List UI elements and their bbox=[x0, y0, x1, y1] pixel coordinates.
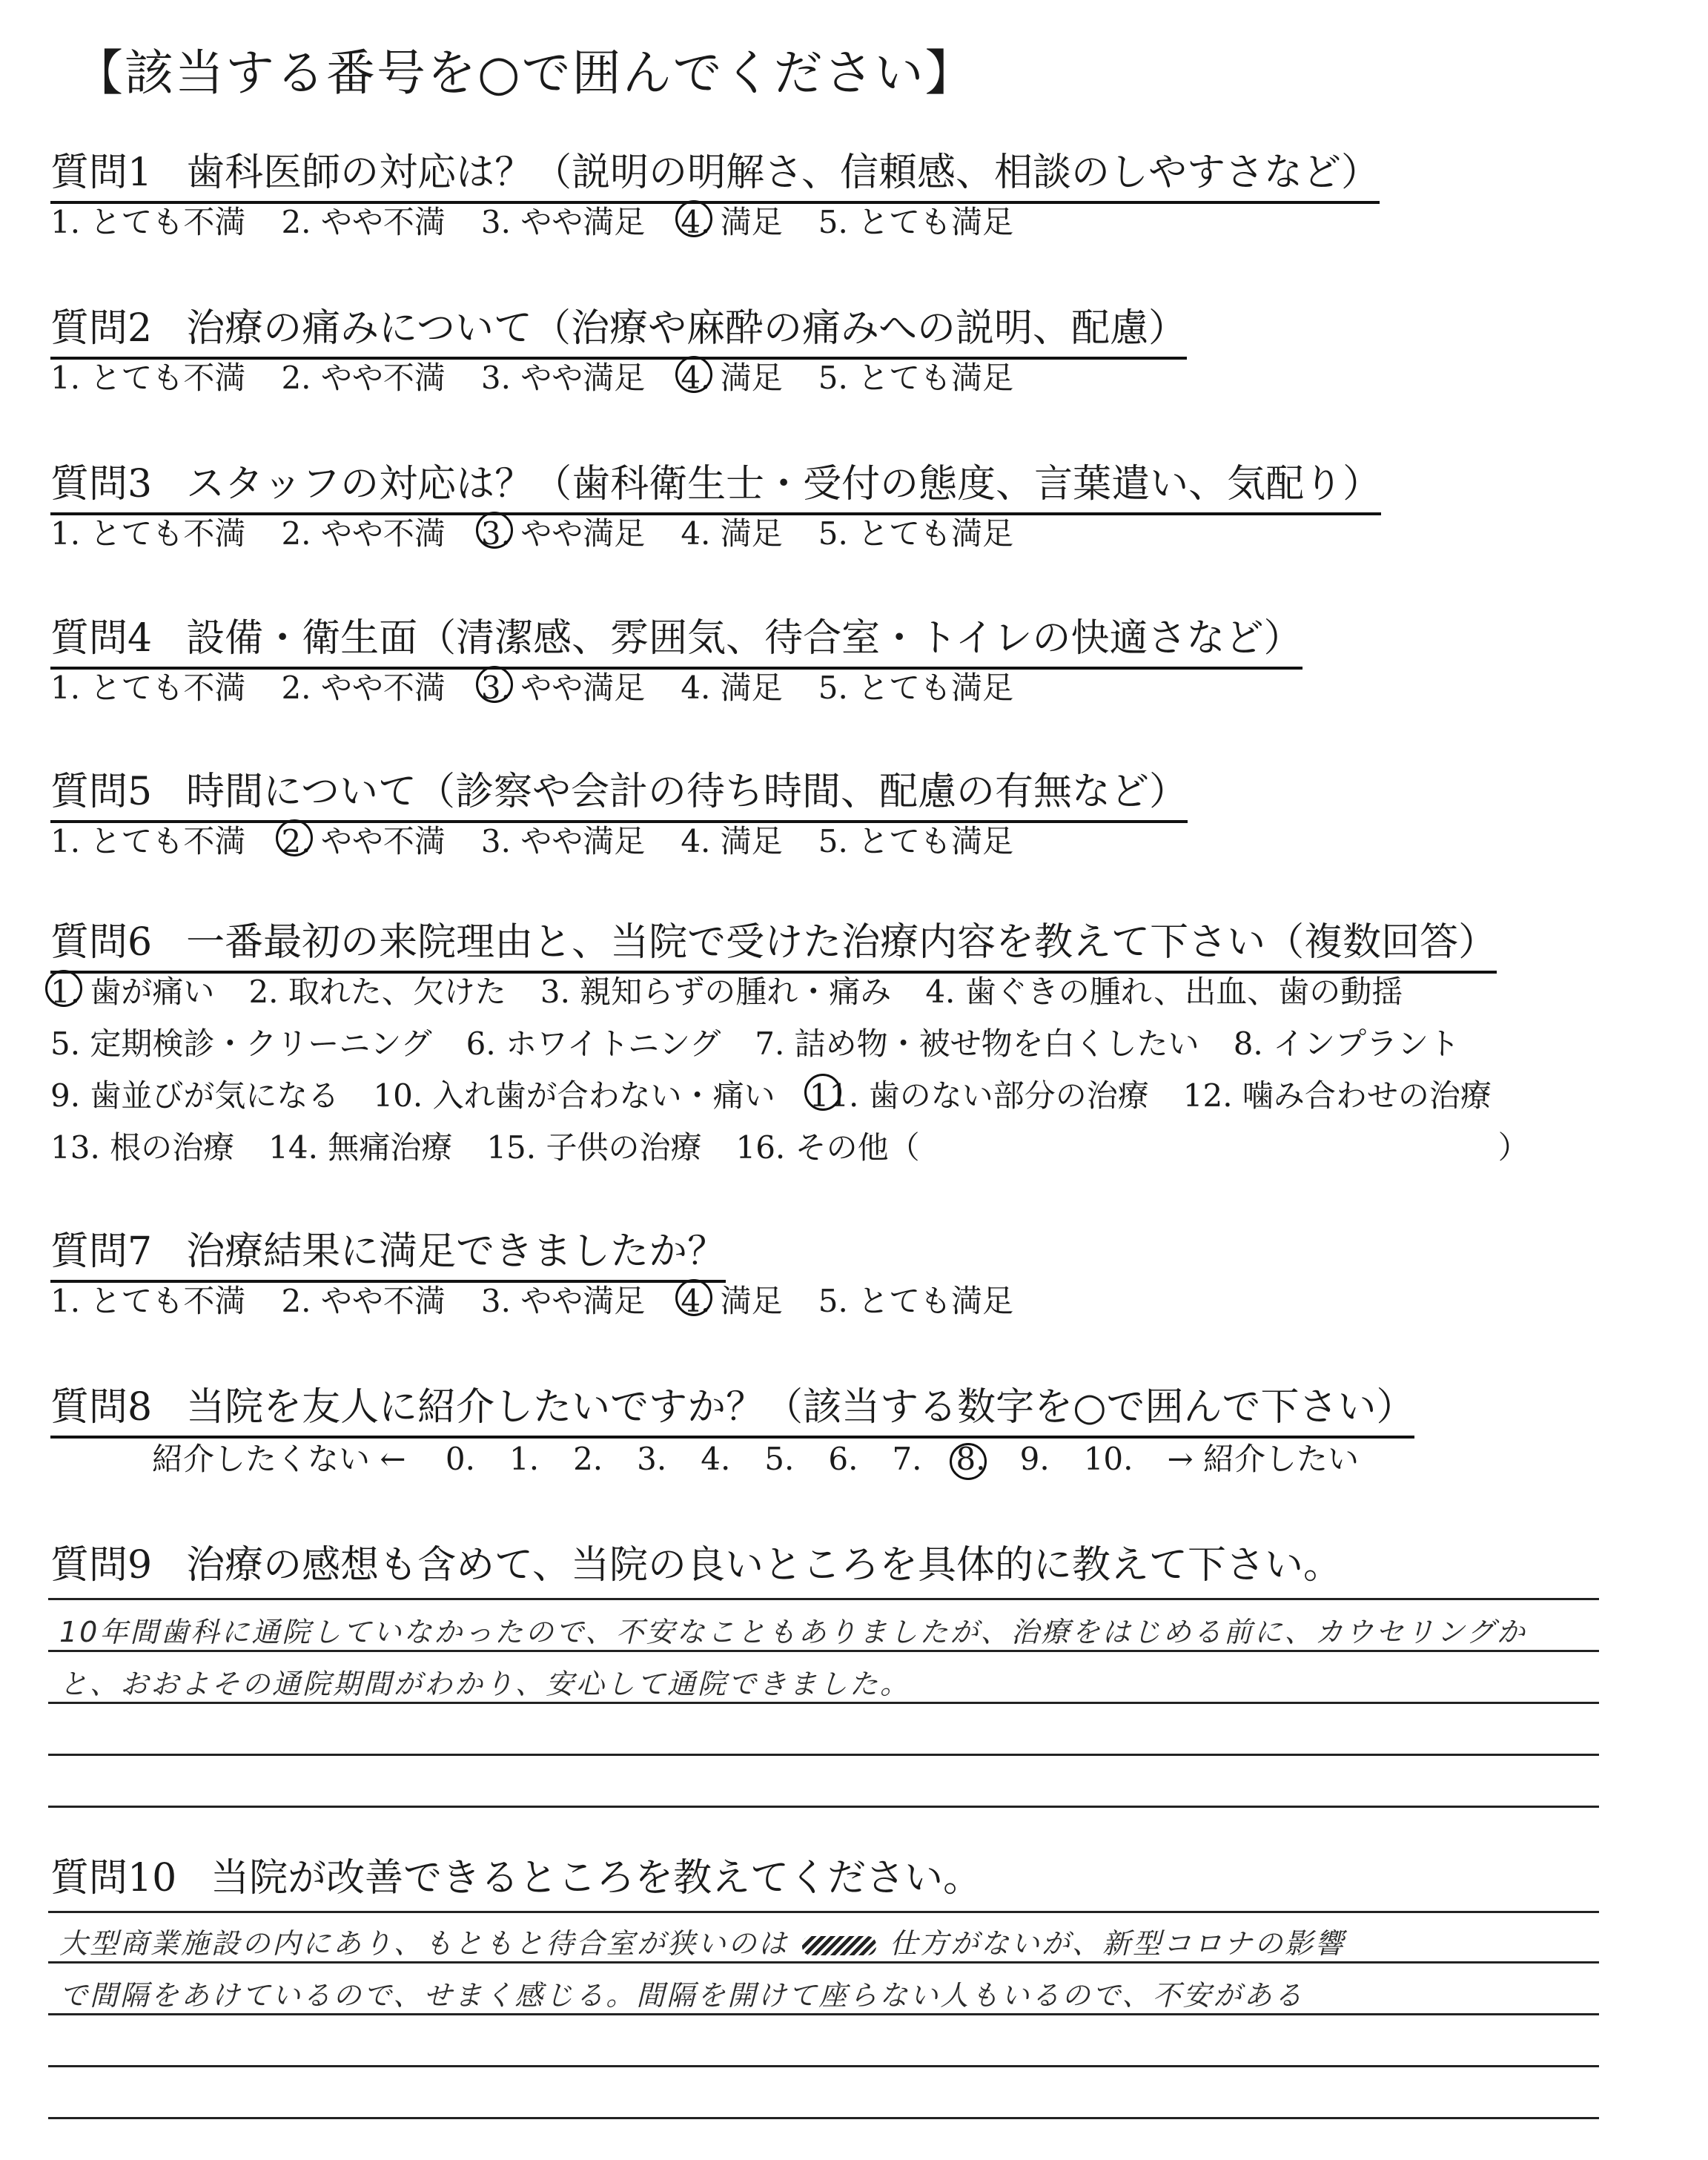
question-number: 質問10 bbox=[50, 1856, 177, 1900]
question-9-heading bbox=[50, 1533, 1342, 1593]
option[interactable]: 2. やや不満 bbox=[281, 204, 446, 240]
option[interactable]: 5. 定期検診・クリーニング bbox=[50, 1025, 432, 1062]
question-text: 当院を友人に紹介したいですか？（該当する数字を○で囲んで下さい） bbox=[186, 1385, 1415, 1430]
q9-answer-line-2: と、おおよその通院期間がわかり、安心して通院できました。 bbox=[59, 1668, 911, 1700]
question-number: 質問7 bbox=[50, 1229, 153, 1274]
question-text: 治療の痛みについて（治療や麻酔の痛みへの説明、配慮） bbox=[186, 306, 1188, 351]
question-number: 質問1 bbox=[50, 151, 153, 195]
question-6-heading bbox=[50, 911, 1497, 974]
scale-value[interactable]: 5. bbox=[764, 1441, 795, 1477]
q10-answer-line-2: で間隔をあけているので、せまく感じる。間隔を開けて座らない人もいるので、不安がある bbox=[59, 1979, 1305, 2012]
question-number: 質問4 bbox=[50, 616, 153, 661]
option[interactable]: 2. やや不満 bbox=[281, 670, 446, 706]
q10-answer-line-1 bbox=[59, 1920, 1345, 1961]
option[interactable]: 4. 満足 bbox=[681, 823, 783, 859]
option[interactable]: 3. やや満足 bbox=[480, 823, 646, 859]
question-text: スタッフの対応は？（歯科衛生士・受付の態度、言葉遣い、気配り） bbox=[186, 462, 1382, 506]
option-selected[interactable]: 3. やや満足 bbox=[481, 664, 645, 708]
answer-line bbox=[48, 2065, 1599, 2067]
answer-line bbox=[48, 1650, 1599, 1652]
answer-text: 仕方がないが、新型コロナの影響 bbox=[890, 1927, 1346, 1960]
scale-right-label: → 紹介したい bbox=[1167, 1441, 1360, 1477]
option[interactable]: 5. とても満足 bbox=[818, 823, 1014, 859]
question-2-heading bbox=[50, 297, 1187, 360]
question-8-heading bbox=[50, 1375, 1414, 1439]
option[interactable]: ） bbox=[1497, 1129, 1529, 1166]
option[interactable]: 1. とても不満 bbox=[50, 515, 246, 552]
option[interactable]: 2. 取れた、欠けた bbox=[248, 974, 506, 1010]
q6-option-row bbox=[50, 968, 1437, 1012]
option[interactable]: 1. とても不満 bbox=[50, 204, 246, 240]
scribble-mark bbox=[802, 1936, 876, 1955]
question-7-heading bbox=[50, 1220, 726, 1283]
question-2-options bbox=[50, 354, 1049, 398]
question-text: 時間について（診察や会計の待ち時間、配慮の有無など） bbox=[186, 770, 1188, 814]
option[interactable]: 16. その他（ bbox=[735, 1129, 920, 1166]
option[interactable]: 1. とても不満 bbox=[50, 670, 246, 706]
answer-line bbox=[48, 1754, 1599, 1756]
answer-line bbox=[48, 1911, 1599, 1913]
answer-line bbox=[48, 2013, 1599, 2015]
option[interactable]: 12. 噛み合わせの治療 bbox=[1182, 1077, 1492, 1114]
option[interactable]: 1. とても不満 bbox=[50, 360, 246, 396]
option[interactable]: 2. やや不満 bbox=[281, 515, 446, 552]
recommend-scale bbox=[152, 1435, 1393, 1479]
option[interactable]: 9. 歯並びが気になる bbox=[50, 1077, 340, 1114]
option[interactable]: 4. 満足 bbox=[681, 670, 783, 706]
question-1-options bbox=[50, 198, 1049, 242]
question-10-heading bbox=[50, 1846, 982, 1906]
option[interactable]: 8. インプラント bbox=[1233, 1025, 1460, 1062]
question-text: 治療結果に満足できましたか？ bbox=[186, 1229, 726, 1274]
option[interactable]: 3. やや満足 bbox=[480, 1283, 646, 1319]
option[interactable]: 2. やや不満 bbox=[281, 360, 446, 396]
question-number: 質問2 bbox=[50, 306, 153, 351]
option-selected[interactable]: 4. 満足 bbox=[681, 354, 782, 398]
option[interactable]: 1. とても不満 bbox=[50, 823, 246, 859]
option[interactable]: 5. とても満足 bbox=[818, 360, 1014, 396]
answer-line bbox=[48, 1961, 1599, 1964]
option[interactable]: 3. やや満足 bbox=[480, 204, 646, 240]
question-number: 質問8 bbox=[50, 1385, 153, 1430]
scale-value[interactable]: 10. bbox=[1083, 1441, 1133, 1477]
option[interactable]: 3. 親知らずの腫れ・痛み bbox=[540, 974, 892, 1010]
scale-value[interactable]: 0. bbox=[445, 1441, 475, 1477]
option[interactable]: 3. やや満足 bbox=[480, 360, 646, 396]
question-text: 治療の感想も含めて、当院の良いところを具体的に教えて下さい。 bbox=[186, 1543, 1343, 1588]
option[interactable]: 5. とても満足 bbox=[818, 670, 1014, 706]
question-4-heading bbox=[50, 607, 1302, 670]
option[interactable]: 10. 入れ歯が合わない・痛い bbox=[373, 1077, 775, 1114]
question-4-options bbox=[50, 664, 1049, 708]
scale-left-label: 紹介したくない ← bbox=[152, 1441, 406, 1477]
page-title: 【該当する番号を○で囲んでください】 bbox=[74, 44, 976, 102]
question-number: 質問6 bbox=[50, 920, 153, 965]
question-number: 質問3 bbox=[50, 462, 153, 506]
option[interactable]: 4. 満足 bbox=[681, 515, 783, 552]
answer-line bbox=[48, 2117, 1599, 2119]
question-3-heading bbox=[50, 452, 1381, 515]
scale-value[interactable]: 4. bbox=[701, 1441, 731, 1477]
option-selected[interactable]: 4. 満足 bbox=[681, 198, 782, 242]
scale-value[interactable]: 9. bbox=[1019, 1441, 1050, 1477]
q6-option-row bbox=[50, 1071, 1526, 1116]
option[interactable]: 13. 根の治療 bbox=[50, 1129, 235, 1166]
option[interactable]: 4. 歯ぐきの腫れ、出血、歯の動揺 bbox=[925, 974, 1403, 1010]
question-1-heading bbox=[50, 141, 1380, 204]
option-selected[interactable]: 4. 満足 bbox=[681, 1277, 782, 1321]
option[interactable]: 5. とても満足 bbox=[818, 515, 1014, 552]
option-selected[interactable]: 2. やや不満 bbox=[281, 817, 445, 862]
question-3-options bbox=[50, 509, 1049, 554]
answer-line bbox=[48, 1598, 1599, 1600]
question-text: 歯科医師の対応は？（説明の明解さ、信頼感、相談のしやすさなど） bbox=[186, 151, 1380, 195]
question-text: 当院が改善できるところを教えてください。 bbox=[211, 1856, 982, 1900]
scale-value[interactable]: 3. bbox=[637, 1441, 667, 1477]
option[interactable]: 15. 子供の治療 bbox=[486, 1129, 702, 1166]
question-5-options bbox=[50, 817, 1049, 862]
question-5-heading bbox=[50, 760, 1188, 823]
option[interactable]: 6. ホワイトニング bbox=[466, 1025, 721, 1062]
question-text: 一番最初の来院理由と、当院で受けた治療内容を教えて下さい（複数回答） bbox=[186, 920, 1497, 965]
scale-value-selected[interactable]: 8. bbox=[956, 1441, 986, 1477]
option-selected[interactable]: 3. やや満足 bbox=[481, 509, 645, 554]
q6-option-row bbox=[50, 1020, 1494, 1064]
option-selected[interactable]: 11. 歯のない部分の治療 bbox=[810, 1071, 1149, 1116]
question-number: 質問5 bbox=[50, 770, 153, 814]
scale-value[interactable]: 2. bbox=[573, 1441, 603, 1477]
answer-text: 大型商業施設の内にあり、もともと待合室が狭いのは bbox=[59, 1927, 790, 1960]
option[interactable]: 7. 詰め物・被せ物を白くしたい bbox=[755, 1025, 1199, 1062]
scale-value[interactable]: 6. bbox=[828, 1441, 858, 1477]
option-selected[interactable]: 1. 歯が痛い bbox=[50, 968, 214, 1012]
question-7-options bbox=[50, 1277, 1049, 1321]
answer-line bbox=[48, 1806, 1599, 1808]
question-number: 質問9 bbox=[50, 1543, 153, 1588]
q6-option-row bbox=[50, 1123, 1563, 1168]
question-text: 設備・衛生面（清潔感、雰囲気、待合室・トイレの快適さなど） bbox=[186, 616, 1302, 661]
option[interactable]: 5. とても満足 bbox=[818, 1283, 1014, 1319]
option[interactable]: 14. 無痛治療 bbox=[268, 1129, 453, 1166]
option[interactable]: 5. とても満足 bbox=[818, 204, 1014, 240]
option[interactable]: 1. とても不満 bbox=[50, 1283, 246, 1319]
scale-value[interactable]: 7. bbox=[892, 1441, 922, 1477]
answer-line bbox=[48, 1702, 1599, 1704]
option[interactable]: 2. やや不満 bbox=[281, 1283, 446, 1319]
scale-value[interactable]: 1. bbox=[509, 1441, 540, 1477]
q9-answer-line-1: 10年間歯科に通院していなかったので、不安なこともありましたが、治療をはじめる前に、カウセリングか bbox=[59, 1616, 1527, 1648]
